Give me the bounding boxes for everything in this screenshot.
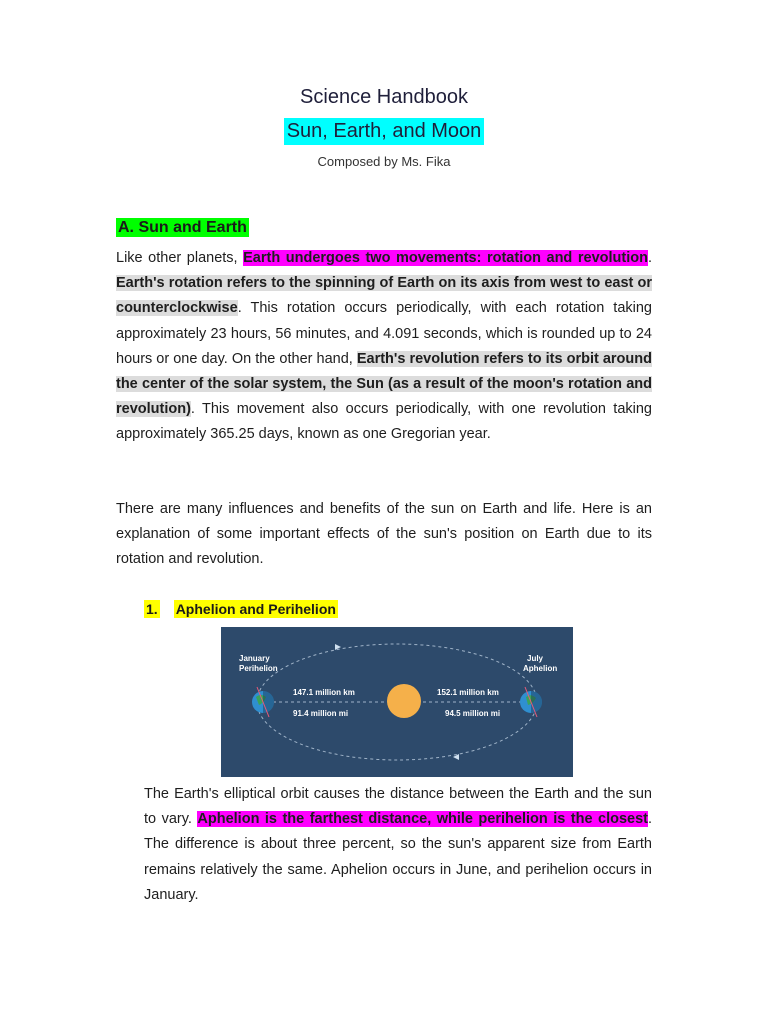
s1-text-2: . The difference is about three percent, so the sun's apparent size from Earth remains relatively the same. Aphelion occurs in June, and perihelion occurs in January. <box>144 811 653 903</box>
subsection-1-heading-wrap <box>144 601 338 619</box>
label-january: January <box>239 654 270 663</box>
subsection-1-paragraph <box>144 782 652 908</box>
label-perihelion-mi: 91.4 million mi <box>293 709 349 718</box>
p1-highlight-2: Earth's rotation refers to the spinning of Earth on its axis from west to east or counterclockwise <box>116 275 652 317</box>
p1-highlight-1: Earth undergoes two movements: rotation and revolution <box>243 250 648 266</box>
p1-highlight-3: Earth's revolution refers to its orbit around the center of the solar system, the Sun (as a result of the moon's rotation and revolution) <box>116 350 652 418</box>
author-line: Composed by Ms. Fika <box>317 154 451 169</box>
section-a-heading: A. Sun and Earth <box>118 219 247 236</box>
p1-text-3: . This rotation occurs periodically, with each rotation taking approximately 23 hours, 56 minutes, and 4.091 seconds, which is rounded up to 24 hours or one day. On the other hand, <box>116 300 652 367</box>
p1-text-1: Like other planets, <box>116 250 244 266</box>
document-subtitle: Sun, Earth, and Moon <box>284 118 485 145</box>
label-aphelion-km: 152.1 million km <box>437 688 499 697</box>
sun-icon <box>387 684 421 718</box>
section-a-heading-wrap <box>116 219 249 237</box>
label-perihelion: Perihelion <box>239 664 278 673</box>
section-a-paragraph-1 <box>116 246 652 448</box>
p1-text-2: . <box>647 250 652 266</box>
subtitle-wrap <box>0 118 768 145</box>
subsection-1-heading: Aphelion and Perihelion <box>175 601 336 617</box>
label-perihelion-km: 147.1 million km <box>293 688 355 697</box>
subsection-1-number: 1. <box>146 601 158 617</box>
document-title: Science Handbook <box>300 86 468 108</box>
p1-text-4: . This movement also occurs periodically, with one revolution taking approximately 365.25 days, known as one Gregorian year. <box>116 401 652 443</box>
section-a-paragraph-2: There are many influences and benefits of the sun on Earth and life. Here is an explanation of some important effects of the sun's position on Earth due to its rotation and revolution. <box>116 501 652 568</box>
label-july: July <box>527 654 544 663</box>
label-aphelion-mi: 94.5 million mi <box>445 709 501 718</box>
s1-text-1: The Earth's elliptical orbit causes the distance between the Earth and the sun to vary. <box>144 786 652 828</box>
label-aphelion: Aphelion <box>523 664 558 673</box>
s1-highlight-1: Aphelion is the farthest distance, while perihelion is the closest <box>197 811 648 828</box>
aphelion-perihelion-figure <box>221 627 573 777</box>
